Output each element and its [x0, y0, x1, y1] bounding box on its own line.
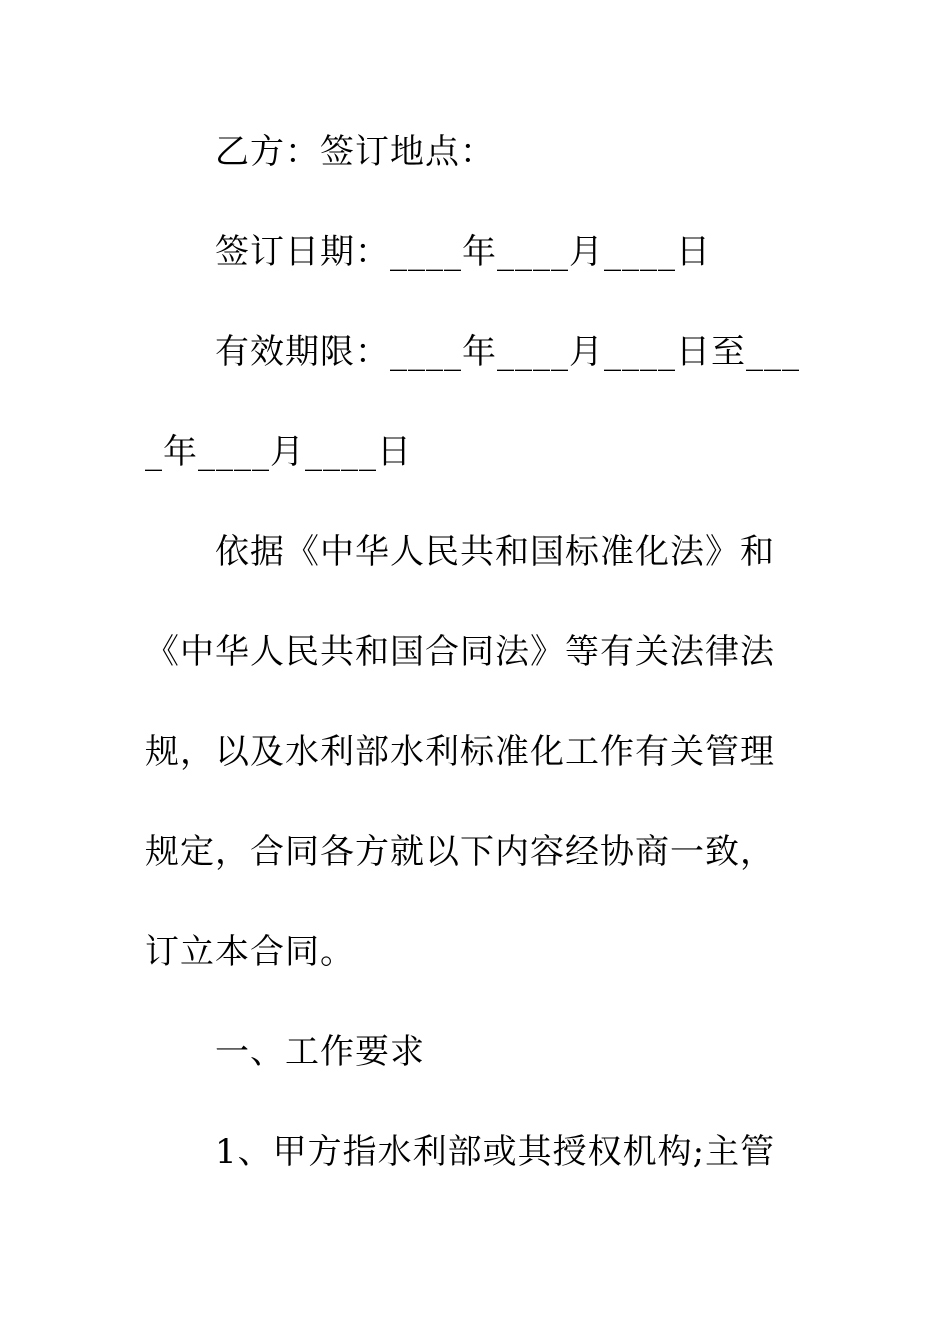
section-heading-work-requirements: 一、工作要求	[215, 1032, 425, 1072]
body-paragraph-line-5: 订立本合同。	[145, 932, 355, 972]
body-paragraph-line-1: 依据《中华人民共和国标准化法》和	[215, 532, 775, 572]
party-b-signing-place-line: 乙方：签订地点：	[215, 132, 495, 172]
validity-period-line: 有效期限：____年____月____日至___	[215, 332, 800, 372]
validity-period-continuation-line: _年____月____日	[145, 432, 412, 472]
body-paragraph-line-4: 规定，合同各方就以下内容经协商一致，	[145, 832, 775, 872]
body-paragraph-line-3: 规，以及水利部水利标准化工作有关管理	[145, 732, 775, 772]
signing-date-line: 签订日期：____年____月____日	[215, 232, 711, 272]
clause-1-line: 1、甲方指水利部或其授权机构;主管	[215, 1132, 776, 1172]
body-paragraph-line-2: 《中华人民共和国合同法》等有关法律法	[145, 632, 775, 672]
